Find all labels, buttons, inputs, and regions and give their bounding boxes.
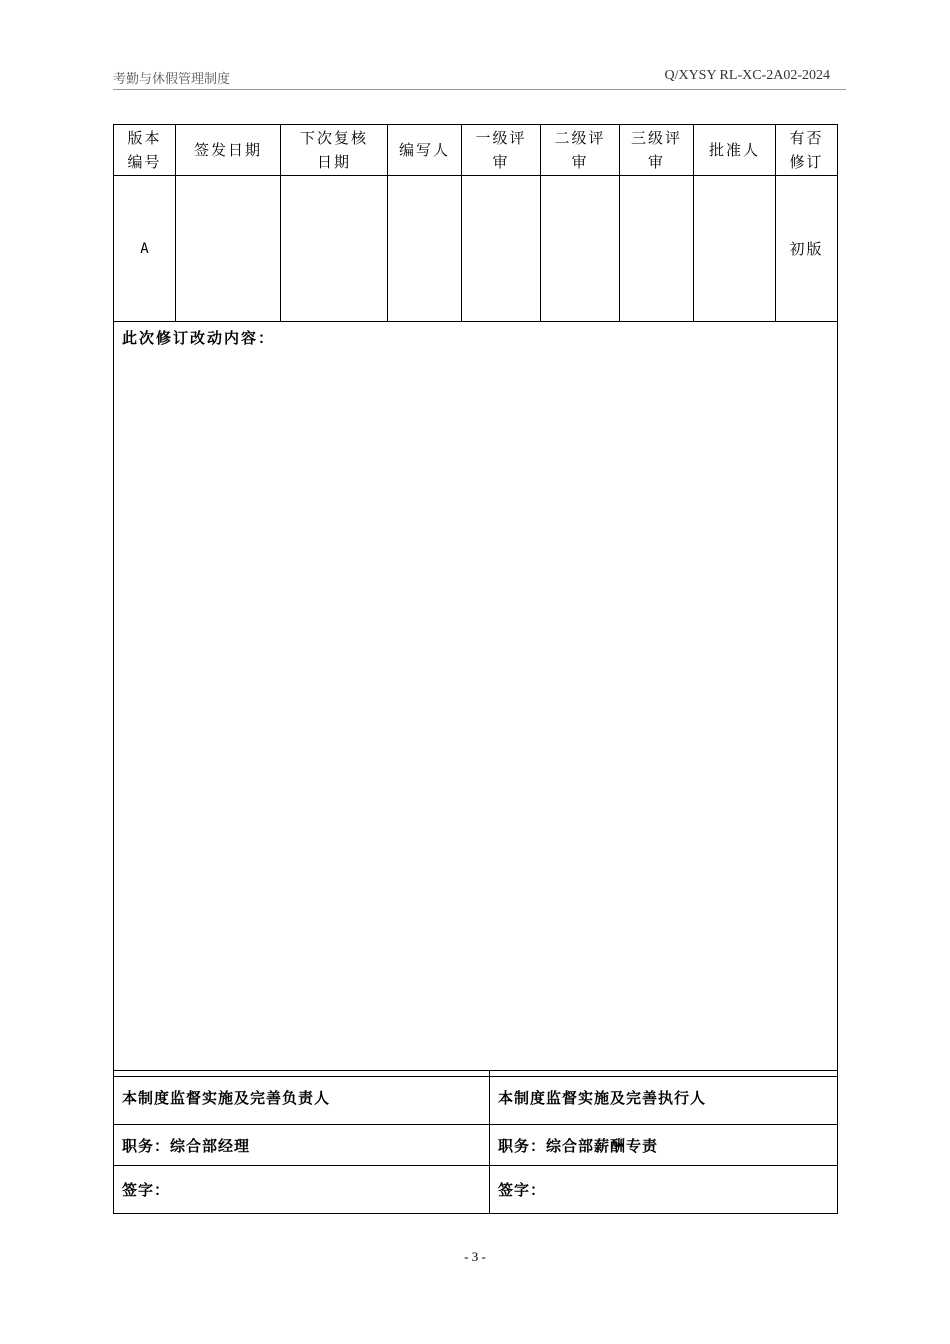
cell-issue-date (176, 176, 281, 322)
responsibility-title-row (114, 1071, 838, 1125)
cell-review-level-1 (462, 176, 541, 322)
column-header-author: 编写人 (388, 125, 462, 176)
cell-approver (694, 176, 776, 322)
column-header-review-level-1: 一级评 审 (462, 125, 541, 176)
responsibility-signature-row (114, 1166, 838, 1214)
column-header-approver: 批准人 (694, 125, 776, 176)
executor-title: 本制度监督实施及完善执行人 (490, 1071, 838, 1125)
cell-next-review-date (281, 176, 388, 322)
cell-author (388, 176, 462, 322)
owner-signature: 签字： (114, 1166, 490, 1214)
header-divider (113, 89, 846, 90)
revision-changes-label: 此次修订改动内容： (122, 329, 276, 347)
column-header-next-review-date: 下次复核 日期 (281, 125, 388, 176)
cell-review-level-2 (541, 176, 620, 322)
revision-history-table (113, 124, 838, 1077)
revision-changes-cell (114, 322, 838, 1077)
cell-version: A (114, 176, 176, 322)
column-header-review-level-2: 二级评 审 (541, 125, 620, 176)
cell-review-level-3 (620, 176, 694, 322)
revision-data-row (114, 176, 838, 322)
document-code-header: Q/XYSY RL-XC-2A02-2024 (664, 68, 830, 83)
revision-header-row (114, 125, 838, 176)
column-header-revised: 有否 修订 (776, 125, 838, 176)
column-header-version: 版本 编号 (114, 125, 176, 176)
cell-revised: 初版 (776, 176, 838, 322)
column-header-issue-date: 签发日期 (176, 125, 281, 176)
owner-title: 本制度监督实施及完善负责人 (114, 1071, 490, 1125)
document-title-header: 考勤与休假管理制度 (113, 72, 231, 87)
responsibility-position-row (114, 1125, 838, 1166)
column-header-review-level-3: 三级评 审 (620, 125, 694, 176)
owner-position: 职务：综合部经理 (114, 1125, 490, 1166)
page-number: - 3 - (464, 1249, 486, 1264)
revision-changes-row (114, 322, 838, 1077)
responsibility-table (113, 1070, 838, 1214)
executor-position: 职务：综合部薪酬专责 (490, 1125, 838, 1166)
executor-signature: 签字： (490, 1166, 838, 1214)
